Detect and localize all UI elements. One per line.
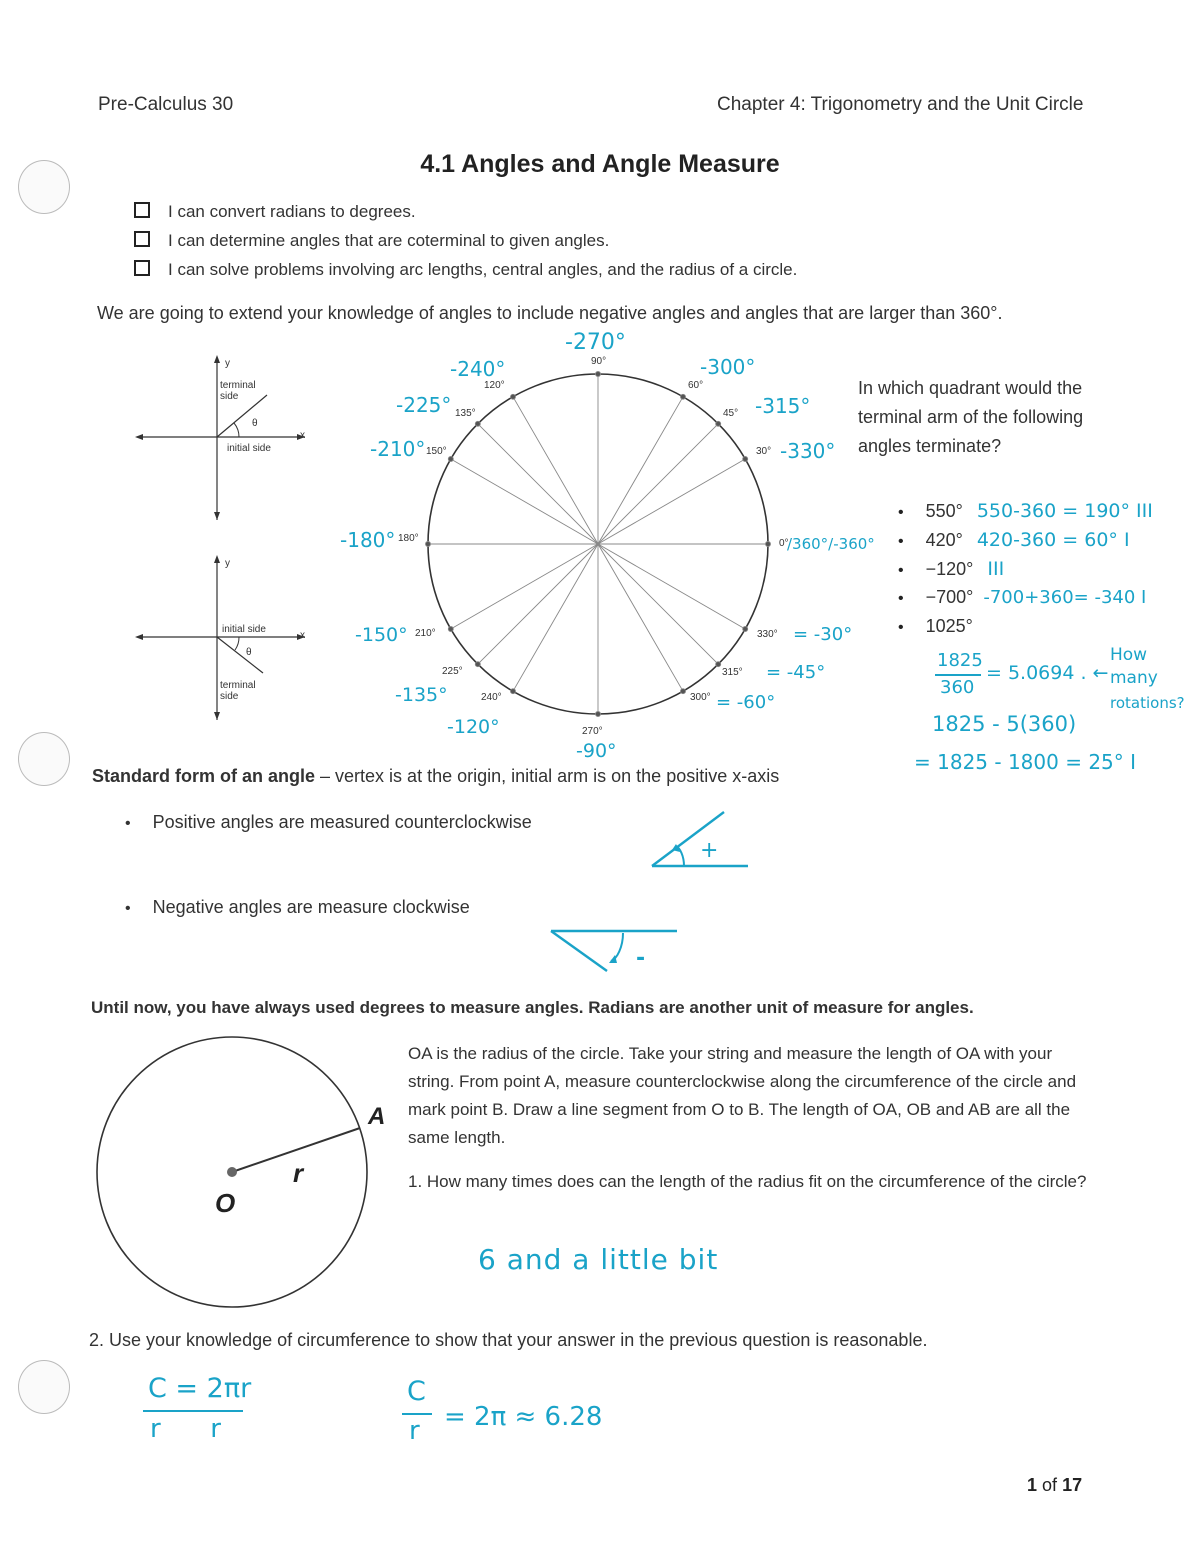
spoke-240 bbox=[513, 544, 598, 691]
point-a-label: A bbox=[368, 1103, 386, 1130]
answer2-eq2-rest: = 2π ≈ 6.28 bbox=[444, 1402, 603, 1432]
hw-note-rotations: rotations? bbox=[1110, 694, 1185, 712]
question-1: 1. How many times does can the length of the radius fit on the circumference of the circle? bbox=[408, 1172, 1087, 1191]
checkbox-1[interactable] bbox=[134, 202, 150, 218]
deg-300: 300° bbox=[690, 692, 711, 703]
spoke-135 bbox=[478, 424, 598, 544]
hw-note-many: many bbox=[1110, 668, 1158, 688]
spoke-point-135 bbox=[475, 421, 480, 426]
hw-eq-neg-30: = -30° bbox=[793, 624, 853, 645]
hw-note-how: How bbox=[1110, 645, 1148, 665]
spoke-120 bbox=[513, 397, 598, 544]
course-name: Pre-Calculus 30 bbox=[98, 94, 234, 115]
deg-270: 270° bbox=[582, 726, 603, 737]
spoke-315 bbox=[598, 544, 718, 664]
positive-sign: + bbox=[700, 838, 719, 863]
deg-30: 30° bbox=[756, 446, 772, 457]
answer2-eq2-den: r bbox=[409, 1416, 420, 1446]
answer2-eq1-bottom: r r bbox=[150, 1414, 221, 1444]
spoke-225 bbox=[478, 544, 598, 664]
spoke-point-180 bbox=[426, 542, 431, 547]
spoke-30 bbox=[598, 459, 745, 544]
spoke-point-225 bbox=[475, 662, 480, 667]
point-o-label: O bbox=[215, 1188, 236, 1218]
hw-frac-result: = 5.0694 . ← bbox=[986, 662, 1109, 684]
checkbox-3[interactable] bbox=[134, 260, 150, 276]
hw-neg-210: -210° bbox=[370, 437, 426, 461]
deg-315: 315° bbox=[722, 667, 743, 678]
deg-225: 225° bbox=[442, 666, 463, 677]
hw-neg-315: -315° bbox=[755, 394, 811, 418]
spoke-point-210 bbox=[448, 627, 453, 632]
spoke-point-330 bbox=[743, 627, 748, 632]
hw-neg-300: -300° bbox=[700, 355, 756, 379]
spoke-330 bbox=[598, 544, 745, 629]
objective-2 bbox=[134, 231, 609, 251]
deg-330: 330° bbox=[757, 629, 778, 640]
answer2-eq1-top: C = 2πr bbox=[148, 1373, 252, 1404]
intro-text: We are going to extend your knowledge of angles to include negative angles and angles that are larger than 360°. bbox=[97, 303, 1003, 323]
deg-90: 90° bbox=[591, 356, 607, 367]
hw-frac-den: 360 bbox=[940, 677, 975, 698]
negative-angle-sketch bbox=[545, 915, 685, 985]
hw-neg-270: -270° bbox=[565, 330, 626, 355]
hw-eq-neg-60: = -60° bbox=[716, 692, 776, 713]
deg-0: 0° bbox=[779, 538, 789, 549]
spoke-point-270 bbox=[596, 712, 601, 717]
punch-hole-bottom bbox=[18, 1360, 70, 1414]
hw-neg-225: -225° bbox=[396, 393, 452, 417]
radius-instructions: OA is the radius of the circle. Take your string and measure the length of OA with your string. From point A, measure counterclockwise along the circumference of the circle and mark point B. Draw a line segment from O to B. The length of OA, OB and AB are all the same length. bbox=[408, 1044, 1077, 1147]
quadrant-item: • −700° -700+360= -340 I bbox=[898, 587, 1147, 608]
chapter-name: Chapter 4: Trigonometry and the Unit Circle bbox=[717, 94, 1084, 115]
bottom-theta-label: θ bbox=[246, 647, 252, 658]
quadrant-question: In which quadrant would the terminal arm of the following angles terminate? bbox=[858, 378, 1084, 456]
deg-135: 135° bbox=[455, 408, 476, 419]
deg-240: 240° bbox=[481, 692, 502, 703]
hw-neg-120: -120° bbox=[447, 716, 500, 738]
deg-45: 45° bbox=[723, 408, 739, 419]
deg-210: 210° bbox=[415, 628, 436, 639]
bullet-positive: • Positive angles are measured counterclockwise bbox=[125, 812, 532, 832]
punch-hole-middle bbox=[18, 732, 70, 786]
deg-180: 180° bbox=[398, 533, 419, 544]
spoke-point-30 bbox=[743, 457, 748, 462]
hw-neg-150: -150° bbox=[355, 624, 408, 646]
quadrant-item: • 420° 420-360 = 60° I bbox=[898, 529, 1130, 551]
negative-sign: - bbox=[636, 946, 646, 971]
quadrant-item: • 550° 550-360 = 190° III bbox=[898, 500, 1153, 522]
answer2-eq2-bar bbox=[402, 1413, 432, 1415]
page-number: 1 of 17 bbox=[1027, 1475, 1083, 1495]
bottom-y-label: y bbox=[225, 558, 230, 569]
spoke-point-315 bbox=[716, 662, 721, 667]
page-title: 4.1 Angles and Angle Measure bbox=[420, 150, 780, 178]
quadrant-list bbox=[898, 500, 1153, 645]
deg-150: 150° bbox=[426, 446, 447, 457]
spoke-300 bbox=[598, 544, 683, 691]
hw-frac-num: 1825 bbox=[937, 650, 983, 671]
hw-line-2: 1825 - 5(360) bbox=[932, 712, 1077, 736]
spoke-150 bbox=[451, 459, 598, 544]
hw-frac-bar bbox=[935, 674, 981, 676]
hw-line-3: = 1825 - 1800 = 25° I bbox=[914, 750, 1137, 774]
hw-360: /360°/-360° bbox=[787, 535, 875, 553]
hw-neg-135: -135° bbox=[395, 684, 448, 706]
hw-eq-neg-45: = -45° bbox=[766, 662, 826, 683]
spoke-point-60 bbox=[681, 394, 686, 399]
top-terminal-label: terminal side bbox=[220, 380, 256, 402]
spoke-45 bbox=[598, 424, 718, 544]
bottom-initial-label: initial side bbox=[222, 624, 266, 635]
spoke-point-150 bbox=[448, 457, 453, 462]
question-2: 2. Use your knowledge of circumference to show that your answer in the previous question is reasonable. bbox=[89, 1330, 928, 1350]
hw-neg-240: -240° bbox=[450, 357, 506, 381]
objective-text: I can solve problems involving arc lengths, central angles, and the radius of a circle. bbox=[168, 260, 798, 279]
objective-text: I can convert radians to degrees. bbox=[168, 202, 416, 221]
top-theta-label: θ bbox=[252, 418, 258, 429]
quadrant-item: • −120° III bbox=[898, 558, 1005, 580]
answer2-eq2-num: C bbox=[407, 1376, 426, 1407]
top-initial-label: initial side bbox=[227, 443, 271, 454]
radius-circle bbox=[70, 1030, 400, 1330]
bottom-x-label: x bbox=[300, 630, 305, 641]
objective-1 bbox=[134, 202, 416, 222]
bottom-terminal-label: terminal side bbox=[220, 680, 256, 702]
radius-label: r bbox=[293, 1158, 304, 1188]
answer2-eq1-bar bbox=[143, 1410, 243, 1412]
spoke-point-90 bbox=[596, 372, 601, 377]
spoke-210 bbox=[451, 544, 598, 629]
checkbox-2[interactable] bbox=[134, 231, 150, 247]
spoke-point-300 bbox=[681, 689, 686, 694]
objective-3 bbox=[134, 260, 797, 280]
hw-neg-180: -180° bbox=[340, 528, 396, 552]
top-x-label: x bbox=[300, 430, 305, 441]
spoke-point-240 bbox=[511, 689, 516, 694]
deg-60: 60° bbox=[688, 380, 704, 391]
radians-heading: Until now, you have always used degrees to measure angles. Radians are another unit of measure for angles. bbox=[91, 998, 974, 1017]
spoke-60 bbox=[598, 397, 683, 544]
spoke-point-0 bbox=[766, 542, 771, 547]
spoke-point-120 bbox=[511, 394, 516, 399]
quadrant-item: • 1025° bbox=[898, 616, 973, 636]
standard-form: Standard form of an angle – vertex is at the origin, initial arm is on the positive x-axis bbox=[92, 766, 780, 786]
objective-text: I can determine angles that are coterminal to given angles. bbox=[168, 231, 610, 250]
top-y-label: y bbox=[225, 358, 230, 369]
hw-neg-330: -330° bbox=[780, 439, 836, 463]
hw-neg-90: -90° bbox=[576, 740, 617, 762]
bullet-negative: • Negative angles are measure clockwise bbox=[125, 897, 470, 917]
deg-120: 120° bbox=[484, 380, 505, 391]
answer-1: 6 and a little bit bbox=[478, 1243, 719, 1276]
spoke-point-45 bbox=[716, 421, 721, 426]
